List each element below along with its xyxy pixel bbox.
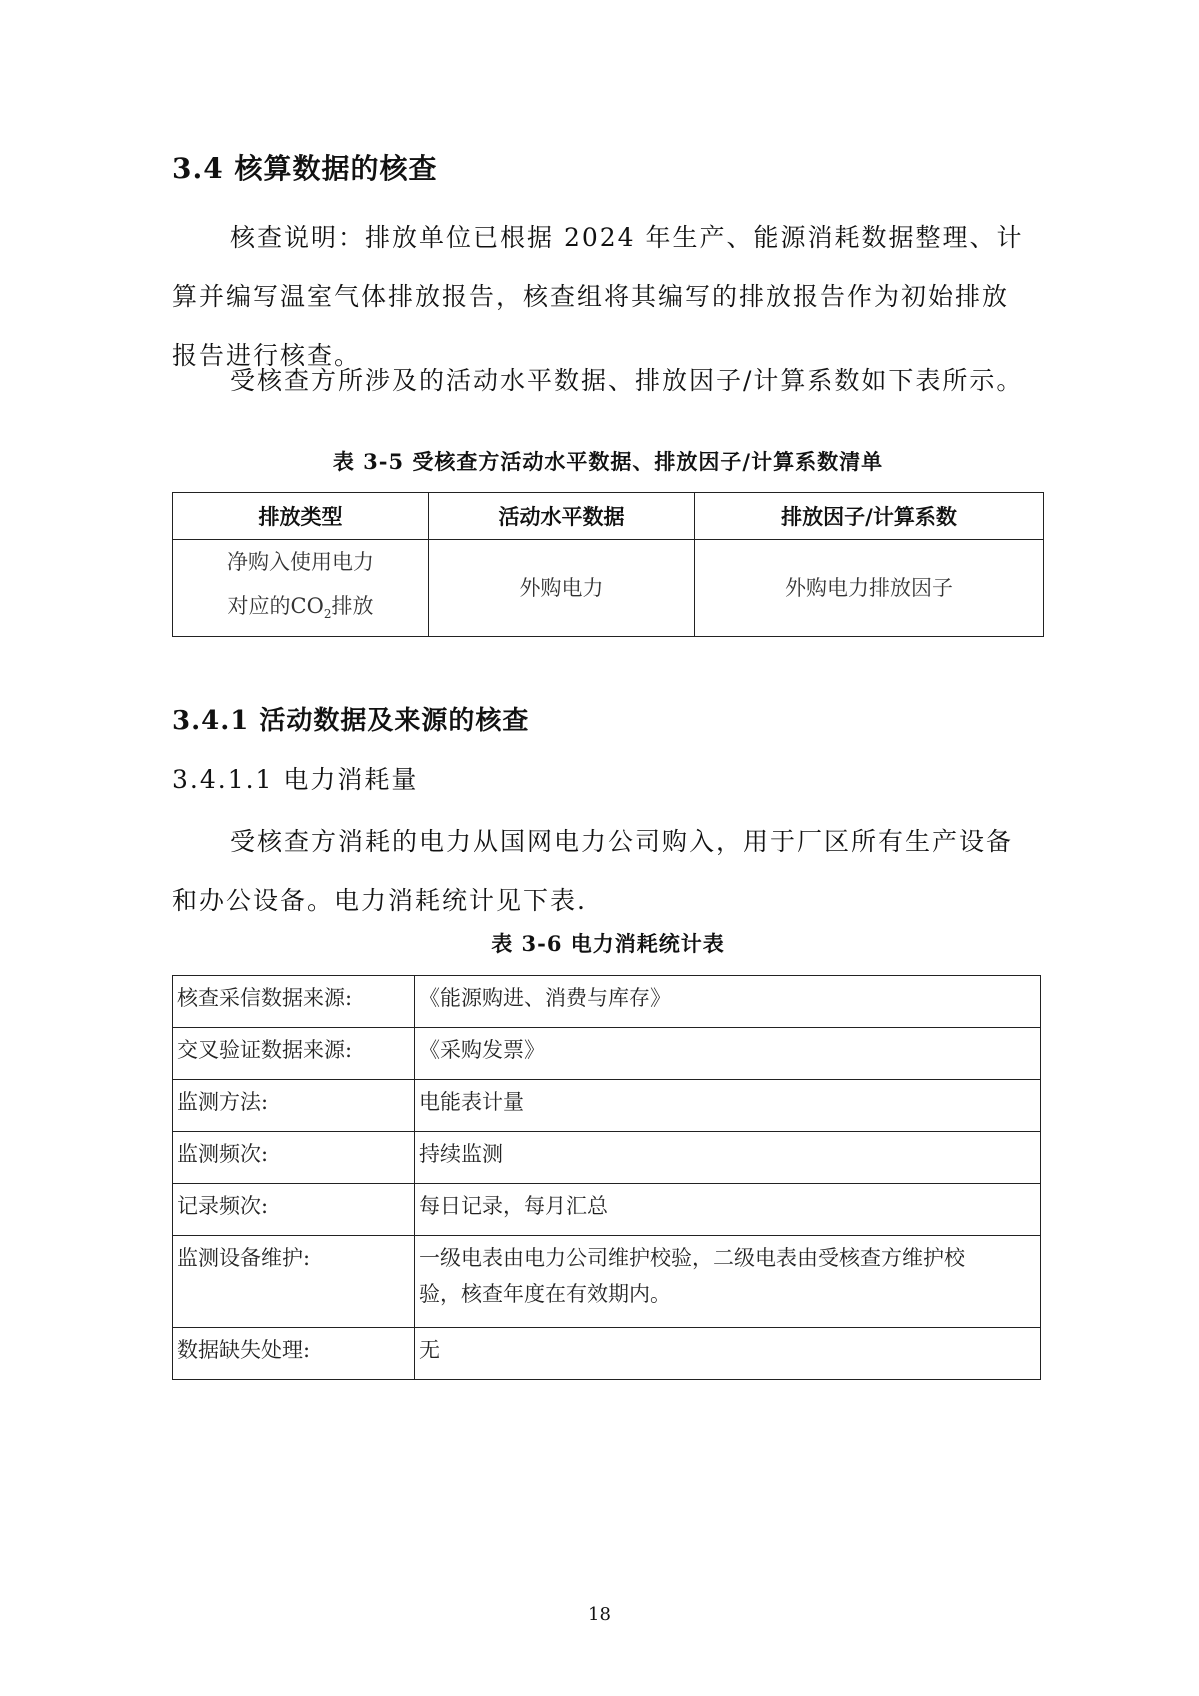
intro-line-1: 核查说明：排放单位已根据 2024 年生产、能源消耗数据整理、计 <box>230 223 1024 252</box>
co2-subscript: 2 <box>323 607 332 622</box>
header-emission-factor: 排放因子/计算系数 <box>695 493 1044 540</box>
table-row <box>173 1132 1041 1184</box>
table-row <box>173 1080 1041 1132</box>
emission-label: 排放 <box>331 594 374 618</box>
emission-factor-table <box>172 492 1044 637</box>
cell-emission-factor: 外购电力排放因子 <box>695 540 1044 637</box>
cell-emission-type <box>173 540 429 637</box>
table-row <box>173 976 1041 1028</box>
page-number: 18 <box>588 1604 611 1625</box>
table1-caption: 表 3-5 受核查方活动水平数据、排放因子/计算系数清单 <box>332 449 884 474</box>
emission-type-line2 <box>173 584 428 636</box>
row-key: 核查采信数据来源: <box>173 976 415 1028</box>
electricity-line-2: 和办公设备。电力消耗统计见下表. <box>172 886 587 915</box>
table-row <box>173 1028 1041 1080</box>
emission-type-line1: 净购入使用电力 <box>227 550 374 574</box>
table-row <box>173 1184 1041 1236</box>
row-value-line1: 一级电表由电力公司维护校验，二级电表由受核查方维护校 <box>419 1246 965 1270</box>
row-key: 监测频次: <box>173 1132 415 1184</box>
cell-activity-data: 外购电力 <box>429 540 695 637</box>
table-row <box>173 540 1044 637</box>
row-value: 无 <box>415 1328 1041 1380</box>
table-intro-paragraph <box>172 351 1044 410</box>
row-key: 交叉验证数据来源: <box>173 1028 415 1080</box>
section-heading: 3.4 核算数据的核查 <box>172 152 438 185</box>
row-key: 数据缺失处理: <box>173 1328 415 1380</box>
header-activity-data: 活动水平数据 <box>429 493 695 540</box>
row-value: 《能源购进、消费与库存》 <box>415 976 1041 1028</box>
row-key: 监测方法: <box>173 1080 415 1132</box>
row-value <box>415 1236 1041 1328</box>
co2-label: 对应的CO <box>227 594 324 618</box>
table-row <box>173 1328 1041 1380</box>
subsection-heading: 3.4.1 活动数据及来源的核查 <box>172 706 530 736</box>
table-row <box>173 1236 1041 1328</box>
table2-caption: 表 3-6 电力消耗统计表 <box>491 931 725 956</box>
header-emission-type: 排放类型 <box>173 493 429 540</box>
row-value: 电能表计量 <box>415 1080 1041 1132</box>
row-value: 每日记录，每月汇总 <box>415 1184 1041 1236</box>
electricity-line-1: 受核查方消耗的电力从国网电力公司购入，用于厂区所有生产设备 <box>230 827 1014 856</box>
row-value-line2: 验，核查年度在有效期内。 <box>419 1282 671 1306</box>
electricity-stats-table <box>172 975 1041 1380</box>
row-key: 记录频次: <box>173 1184 415 1236</box>
table-header-row <box>173 493 1044 540</box>
row-value: 《采购发票》 <box>415 1028 1041 1080</box>
subsubsection-heading: 3.4.1.1 电力消耗量 <box>172 765 419 794</box>
row-value: 持续监测 <box>415 1132 1041 1184</box>
row-key: 监测设备维护: <box>173 1236 415 1328</box>
table-intro-text: 受核查方所涉及的活动水平数据、排放因子/计算系数如下表所示。 <box>230 366 1024 395</box>
intro-line-3: 报告进行核查。 <box>172 341 362 370</box>
intro-line-2: 算并编写温室气体排放报告，核查组将其编写的排放报告作为初始排放 <box>172 282 1010 311</box>
electricity-paragraph <box>172 812 1044 930</box>
